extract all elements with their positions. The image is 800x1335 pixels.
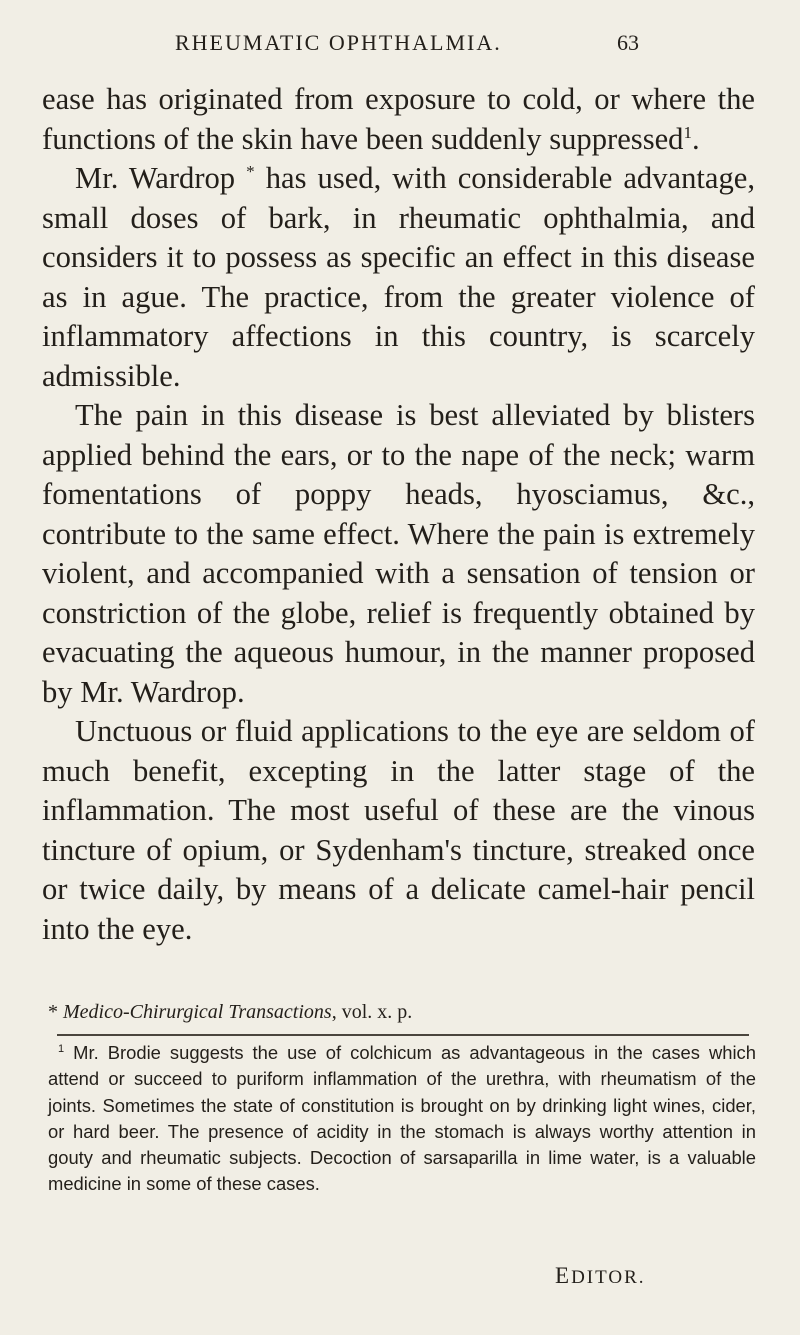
paragraph-2-text: has used, with considerable advantage, small doses of bark, in rheumatic ophthalmia, and considers it to possess as specific an effect in this disease as in ague. The practice, from the greater violence of inflammatory affections in this country, is scarcely admissible. [42,161,755,393]
footnote-1-paragraph [48,1040,756,1198]
footnote-1-text: Mr. Brodie suggests the use of colchicum as advantageous in the cases which attend or succeed to puriform inflammation of the urethra, with rheumatism of the joints. Sometimes the state of constitution is brought on by drinking light wines, cider, or hard beer. The presence of acidity in the stomach is always worthy attention in gouty and rheumatic subjects. Decoction of sarsaparilla in lime water, is a valuable medicine in some of these cases. [48,1042,756,1195]
paragraph-3: The pain in this disease is best alleviated by blisters applied behind the ears, or to the nape of the neck; warm fomentations of poppy heads, hyosciamus, &c., contribute to the same effect. Where the pain is extremely violent, and accompanied with a sensation of tension or constriction of the globe, relief is frequently obtained by evacuating the aqueous humour, in the manner proposed by Mr. Wardrop. [42,398,755,709]
paragraph-2-lead: Mr. Wardrop [75,161,236,195]
footnote-star-rest: , vol. x. p. [331,1001,413,1023]
paragraph-1-end: . [691,121,700,156]
footnote-1-mark: 1 [58,1042,65,1055]
footnote-1 [48,1040,756,1198]
footnote-ref-1: 1 [683,122,692,142]
footnote-star [48,998,748,1026]
footnote-rule [57,1034,749,1036]
footnote-star-mark: * [48,1001,58,1023]
running-title: RHEUMATIC OPHTHALMIA. [175,30,502,55]
page-number: 63 [617,30,639,55]
signature-initial: E [555,1263,572,1288]
signature-rest: DITOR. [571,1267,646,1288]
paragraph-1-text: ease has originated from exposure to cold, or where the functions of the skin have been suddenly suppressed [42,82,755,156]
paragraph-1 [42,80,755,159]
footnote-ref-star: * [246,161,255,181]
editor-signature [555,1263,646,1289]
paragraph-4: Unctuous or fluid applications to the eye are seldom of much benefit, excepting in the latter stage of the inflammation. The most useful of these are the vinous tincture of opium, or Sydenham's tincture, streaked once or twice daily, by means of a delicate camel-hair pencil into the eye. [42,714,755,946]
paragraph-2 [42,159,755,396]
main-text [42,80,755,949]
footnote-star-title: Medico-Chirurgical Transactions [63,1001,332,1023]
